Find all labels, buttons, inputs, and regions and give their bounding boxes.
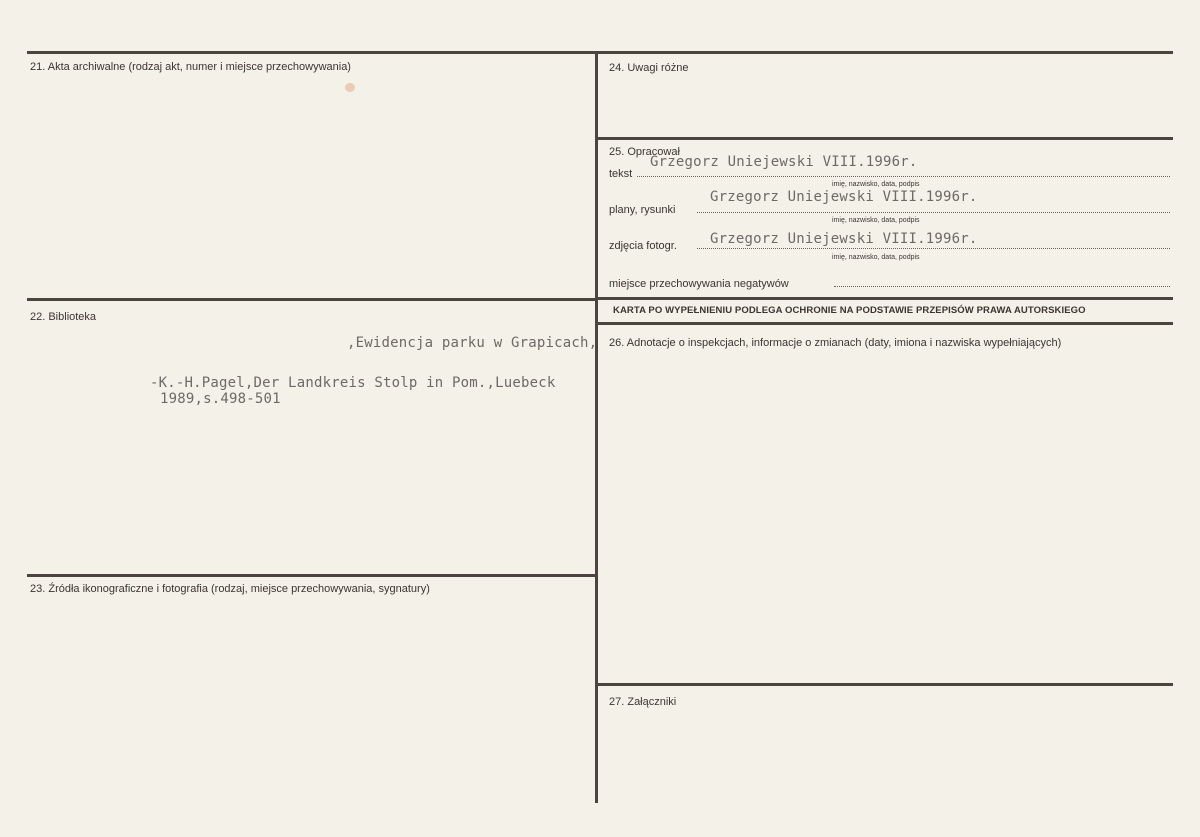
- paper-stain: [345, 83, 355, 92]
- negatywy-label: miejsce przechowywania negatywów: [609, 278, 789, 290]
- section-27-label: 27. Załączniki: [609, 696, 677, 708]
- tekst-label: tekst: [609, 168, 633, 180]
- section-22-label: 22. Biblioteka: [30, 311, 97, 323]
- section-21-label: 21. Akta archiwalne (rodzaj akt, numer i miejsce przechowywania): [30, 61, 351, 73]
- rule-notice-26: [597, 322, 1173, 325]
- negatywy-line: [834, 286, 1170, 287]
- zdjecia-label: zdjęcia fotogr.: [609, 240, 677, 252]
- section-25-label: 25. Opracował: [609, 146, 680, 158]
- library-entry-title: ,Ewidencja parku w Grapicach,: [347, 335, 598, 351]
- tekst-hint: imię, nazwisko, data, podpis: [832, 181, 920, 188]
- copyright-notice: KARTA PO WYPEŁNIENIU PODLEGA OCHRONIE NA PODSTAWIE PRZEPISÓW PRAWA AUTORSKIEGO: [613, 305, 1086, 316]
- plany-label: plany, rysunki: [609, 204, 676, 216]
- rule-22-23: [27, 574, 597, 577]
- rule-21-22: [27, 298, 597, 301]
- plany-hint: imię, nazwisko, data, podpis: [832, 217, 920, 224]
- library-entry-reference: -K.-H.Pagel,Der Landkreis Stolp in Pom.,Luebeck: [150, 375, 556, 391]
- section-23-label: 23. Źródła ikonograficzne i fotografia (rodzaj, miejsce przechowywania, sygnatury): [30, 583, 430, 595]
- tekst-line: [637, 176, 1170, 177]
- tekst-value: Grzegorz Uniejewski VIII.1996r.: [650, 154, 918, 170]
- section-26-label: 26. Adnotacje o inspekcjach, informacje o zmianach (daty, imiona i nazwiska wypełniających): [609, 337, 1062, 349]
- zdjecia-value: Grzegorz Uniejewski VIII.1996r.: [710, 231, 978, 247]
- center-divider: [595, 51, 598, 803]
- plany-line: [697, 212, 1170, 213]
- rule-25-notice: [597, 297, 1173, 300]
- section-24-label: 24. Uwagi różne: [609, 62, 689, 74]
- top-rule: [27, 51, 1173, 54]
- zdjecia-hint: imię, nazwisko, data, podpis: [832, 254, 920, 261]
- rule-26-27: [597, 683, 1173, 686]
- zdjecia-line: [697, 248, 1170, 249]
- rule-24-25: [597, 137, 1173, 140]
- library-entry-pages: 1989,s.498-501: [160, 391, 281, 407]
- plany-value: Grzegorz Uniejewski VIII.1996r.: [710, 189, 978, 205]
